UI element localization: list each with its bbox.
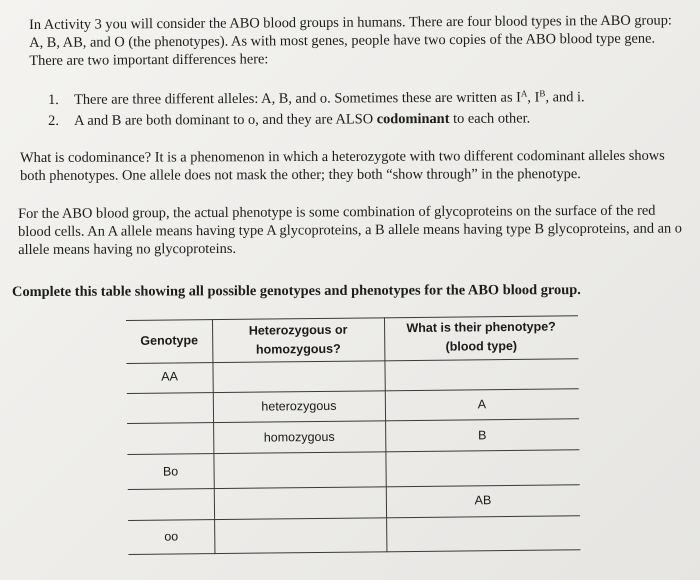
allele-text-end: , and i. <box>545 89 585 106</box>
list-text <box>74 109 530 129</box>
genotype-cell <box>128 496 214 497</box>
table-rule <box>126 358 578 364</box>
table-rule <box>128 484 580 490</box>
dominance-text: A and B are both dominant to o, and they are ALSO <box>74 111 377 129</box>
table-rule <box>127 449 579 455</box>
phenotype-cell: AB <box>474 493 492 508</box>
allele-superscript-b: B <box>539 88 546 99</box>
list-number: 2. <box>48 112 59 129</box>
table-rule <box>128 549 580 555</box>
header-genotype: Genotype <box>140 333 199 348</box>
dominance-text-end: to each other. <box>449 110 531 127</box>
header-phenotype-line2: (blood type) <box>445 338 518 354</box>
zygosity-cell: homozygous <box>263 429 335 445</box>
phenotype-cell: B <box>477 428 487 443</box>
intro-text: In Activity 3 you will consider the ABO blood groups in humans. There are four blood types in the ABO group: A, B, AB, and O (the phenotypes). As with most genes, people have two copies of the ABO blood type gene. There are two important differences here: <box>29 12 672 69</box>
zygosity-cell <box>213 367 385 369</box>
phenotype-cell <box>386 525 580 527</box>
list-item <box>48 109 668 130</box>
zygosity-cell <box>214 494 386 496</box>
intro-paragraph <box>29 11 679 70</box>
genotype-cell: Bo <box>162 464 179 479</box>
header-zygosity-line1: Heterozygous or <box>248 322 348 338</box>
list-item <box>48 88 668 109</box>
phenotype-cell <box>386 460 580 462</box>
alleles-list <box>48 88 668 133</box>
table-rule <box>127 418 579 424</box>
table-instruction: Complete this table showing all possible genotypes and phenotypes for the ABO blood group. <box>12 282 581 300</box>
list-number: 1. <box>48 91 59 108</box>
genotype-cell <box>127 431 213 432</box>
codominant-term: codominant <box>376 110 450 128</box>
table-rule <box>127 388 579 394</box>
codominance-paragraph: What is codominance? It is a phenomenon in which a heterozygote with two different codominant alleles shows both phenotypes. One allele does not mask the other; they both “show through” in the phenotype. <box>20 147 665 184</box>
header-phenotype-line1: What is their phenotype? <box>406 319 556 336</box>
genotype-cell: AA <box>161 369 179 384</box>
genotype-phenotype-table <box>126 315 580 555</box>
zygosity-cell <box>214 527 386 529</box>
header-zygosity-line2: homozygous? <box>255 341 341 357</box>
allele-text-separator: , I <box>527 89 540 106</box>
abo-paragraph: For the ABO blood group, the actual phenotype is some combination of glycoproteins on the surface of the red blood cells. An A allele means having type A glycoproteins, a B allele means having type B glycoproteins, and an o allele means having no glycoproteins. <box>18 202 683 258</box>
allele-text: There are three different alleles: A, B, and o. Sometimes these are written as I <box>74 89 521 108</box>
header-phenotype <box>384 317 578 357</box>
table-rule <box>128 515 580 521</box>
phenotype-cell <box>385 365 579 367</box>
phenotype-cell: A <box>477 397 487 412</box>
genotype-cell: oo <box>164 529 179 544</box>
list-text <box>74 88 585 109</box>
zygosity-cell <box>214 462 386 464</box>
header-zygosity <box>212 320 384 360</box>
genotype-cell <box>127 400 213 401</box>
allele-superscript-a: A <box>520 88 528 99</box>
zygosity-cell: heterozygous <box>261 398 337 414</box>
